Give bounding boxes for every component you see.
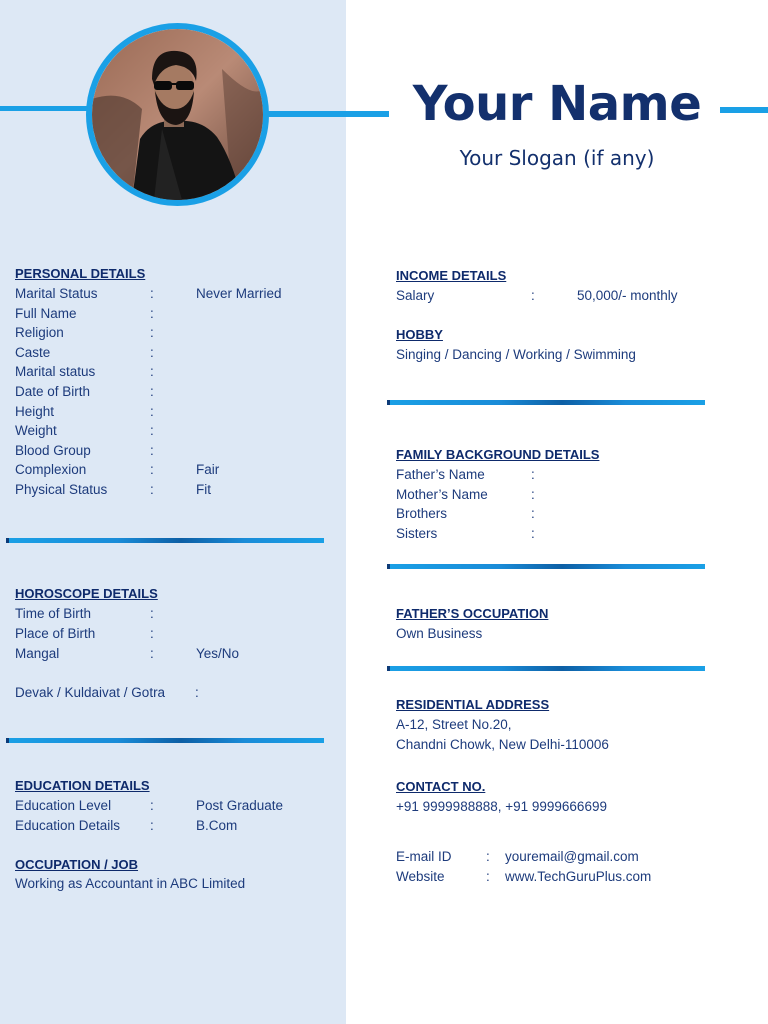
family-label: Sisters bbox=[396, 525, 438, 541]
family-label: Father’s Name bbox=[396, 467, 485, 482]
personal-row bbox=[15, 362, 335, 382]
gotra-label: Devak / Kuldaivat / Gotra bbox=[15, 685, 166, 700]
contact-label: E-mail ID bbox=[396, 849, 452, 864]
education-row bbox=[15, 816, 335, 836]
horoscope-colon: : bbox=[150, 626, 154, 641]
horoscope-row bbox=[15, 604, 335, 624]
income-value: 50,000/- monthly bbox=[577, 288, 678, 303]
horoscope-row bbox=[15, 624, 335, 644]
contact-title: CONTACT NO. bbox=[396, 779, 486, 794]
profile-name: Your Name bbox=[412, 76, 702, 132]
gotra-colon: : bbox=[195, 685, 199, 700]
header-line-left bbox=[0, 106, 95, 111]
profile-slogan: Your Slogan (if any) bbox=[459, 146, 655, 170]
personal-colon: : bbox=[150, 462, 154, 478]
personal-row bbox=[15, 402, 335, 422]
personal-colon: : bbox=[150, 482, 154, 497]
personal-row bbox=[15, 284, 335, 304]
family-row bbox=[396, 465, 716, 485]
family-label: Mother’s Name bbox=[396, 486, 488, 502]
fathers-occupation-title: FATHER’S OCCUPATION bbox=[396, 606, 549, 621]
personal-value: Fit bbox=[196, 482, 211, 497]
education-label: Education Details bbox=[15, 818, 121, 833]
family-label: Brothers bbox=[396, 506, 448, 522]
separator-right-3 bbox=[387, 666, 705, 671]
address-line-1: A-12, Street No.20, bbox=[396, 717, 512, 732]
contact-colon: : bbox=[486, 869, 490, 884]
family-row bbox=[396, 504, 716, 524]
education-colon: : bbox=[150, 798, 154, 813]
personal-colon: : bbox=[150, 325, 154, 341]
contact-colon: : bbox=[486, 849, 490, 864]
separator-left-1 bbox=[6, 538, 324, 543]
personal-label: Height bbox=[15, 403, 55, 419]
income-row bbox=[396, 286, 716, 306]
personal-details-title: PERSONAL DETAILS bbox=[15, 266, 146, 281]
contact-value: youremail@gmail.com bbox=[505, 849, 639, 864]
personal-label: Religion bbox=[15, 325, 64, 341]
education-details-title: EDUCATION DETAILS bbox=[15, 778, 150, 793]
separator-right-1 bbox=[387, 400, 705, 405]
personal-row bbox=[15, 441, 335, 461]
contact-value: www.TechGuruPlus.com bbox=[505, 869, 652, 884]
personal-label: Blood Group bbox=[15, 442, 91, 458]
personal-colon: : bbox=[150, 384, 154, 399]
hobby-title: HOBBY bbox=[396, 327, 443, 342]
contact-label: Website bbox=[396, 869, 445, 884]
personal-colon: : bbox=[150, 344, 154, 360]
horoscope-row bbox=[15, 644, 335, 664]
education-value: B.Com bbox=[196, 818, 238, 833]
personal-colon: : bbox=[150, 305, 154, 321]
hobby-text: Singing / Dancing / Working / Swimming bbox=[396, 347, 636, 362]
contact-phones: +91 9999988888, +91 9999666699 bbox=[396, 799, 607, 814]
personal-label: Caste bbox=[15, 344, 51, 360]
personal-row bbox=[15, 323, 335, 343]
personal-label: Weight bbox=[15, 423, 57, 439]
income-colon: : bbox=[531, 288, 535, 303]
gotra-row bbox=[15, 683, 335, 703]
horoscope-colon: : bbox=[150, 606, 154, 621]
horoscope-details-title: HOROSCOPE DETAILS bbox=[15, 586, 158, 601]
personal-row bbox=[15, 460, 335, 480]
income-label: Salary bbox=[396, 288, 435, 303]
separator-right-2 bbox=[387, 564, 705, 569]
horoscope-colon: : bbox=[150, 646, 154, 661]
personal-value: Fair bbox=[196, 462, 220, 478]
contact-row bbox=[396, 847, 716, 867]
personal-colon: : bbox=[150, 442, 154, 458]
family-colon: : bbox=[531, 506, 535, 522]
personal-label: Physical Status bbox=[15, 482, 108, 497]
personal-label: Complexion bbox=[15, 462, 87, 478]
personal-row bbox=[15, 480, 335, 500]
horoscope-label: Place of Birth bbox=[15, 626, 96, 641]
personal-colon: : bbox=[150, 423, 154, 439]
occupation-title: OCCUPATION / JOB bbox=[15, 857, 139, 872]
personal-row bbox=[15, 343, 335, 363]
profile-photo-image bbox=[92, 29, 263, 200]
personal-value: Never Married bbox=[196, 286, 282, 301]
family-row bbox=[396, 485, 716, 505]
personal-row bbox=[15, 304, 335, 324]
family-row bbox=[396, 524, 716, 544]
personal-label: Full Name bbox=[15, 305, 77, 321]
education-value: Post Graduate bbox=[196, 798, 284, 813]
occupation-text: Working as Accountant in ABC Limited bbox=[15, 876, 246, 891]
family-colon: : bbox=[531, 525, 535, 541]
horoscope-label: Time of Birth bbox=[15, 606, 92, 621]
personal-label: Marital status bbox=[15, 364, 96, 380]
horoscope-value: Yes/No bbox=[196, 646, 240, 661]
family-details-title: FAMILY BACKGROUND DETAILS bbox=[396, 447, 600, 462]
horoscope-label: Mangal bbox=[15, 646, 60, 661]
personal-label: Marital Status bbox=[15, 286, 98, 301]
fathers-occupation-text: Own Business bbox=[396, 626, 483, 641]
contact-row bbox=[396, 867, 716, 887]
personal-colon: : bbox=[150, 364, 154, 380]
family-colon: : bbox=[531, 467, 535, 482]
education-label: Education Level bbox=[15, 798, 112, 813]
personal-colon: : bbox=[150, 403, 154, 419]
address-line-2: Chandni Chowk, New Delhi-110006 bbox=[396, 737, 609, 752]
personal-label: Date of Birth bbox=[15, 384, 91, 399]
family-colon: : bbox=[531, 486, 535, 502]
income-details-title: INCOME DETAILS bbox=[396, 268, 507, 283]
personal-row bbox=[15, 421, 335, 441]
address-title: RESIDENTIAL ADDRESS bbox=[396, 697, 550, 712]
education-row bbox=[15, 796, 335, 816]
education-colon: : bbox=[150, 818, 154, 833]
profile-photo bbox=[86, 23, 269, 206]
separator-left-2 bbox=[6, 738, 324, 743]
personal-row bbox=[15, 382, 335, 402]
personal-colon: : bbox=[150, 286, 154, 301]
